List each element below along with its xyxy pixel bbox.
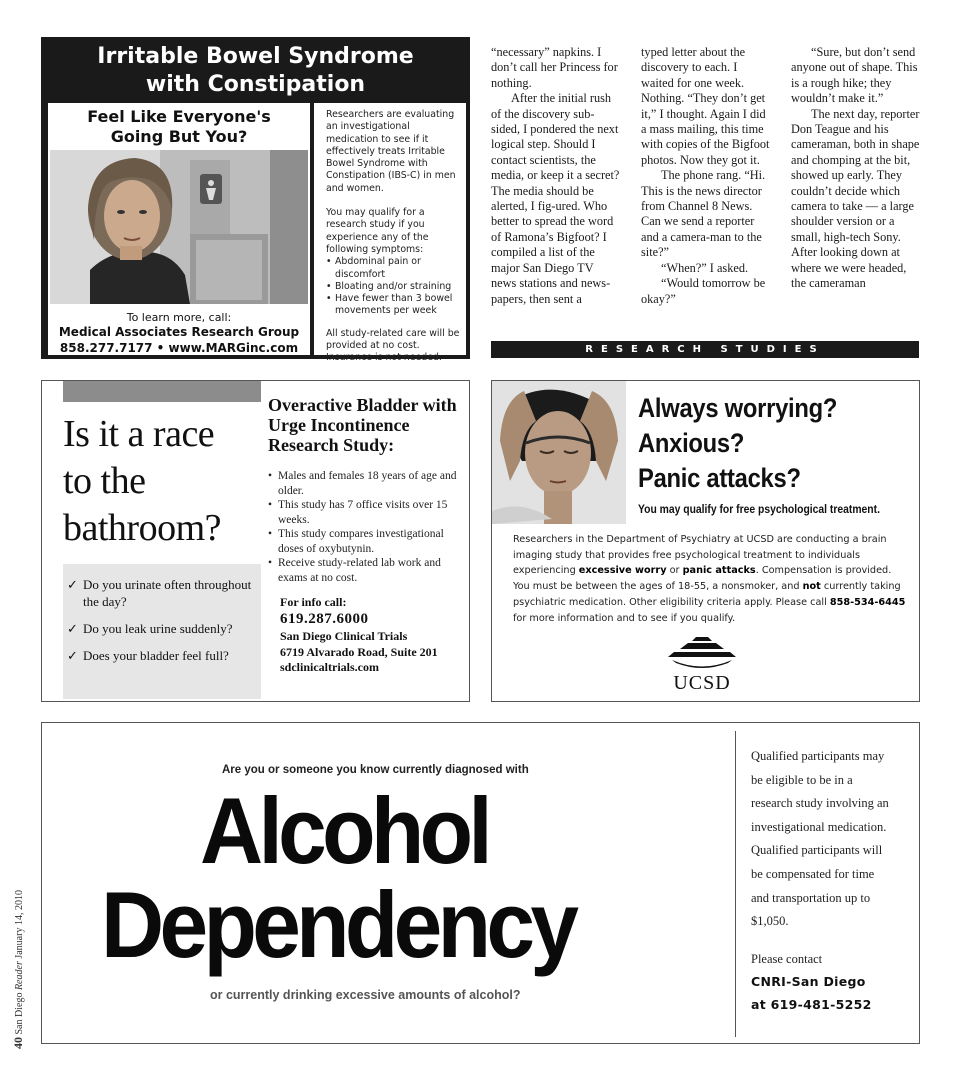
ibs-symptom: • Abdominal pain or discomfort <box>326 256 462 281</box>
checkmark-icon: ✓ <box>67 648 78 663</box>
question-box <box>63 564 261 699</box>
ucsd-logo-text: UCSD <box>673 672 731 694</box>
alcohol-detail-line: Qualified participants will <box>751 843 883 858</box>
alcohol-detail-line: Qualified participants may <box>751 749 885 763</box>
alcohol-headline-line2: Dependency <box>101 872 575 977</box>
ibs-symptom: • Bloating and/or straining <box>326 281 462 293</box>
article-paragraph: The phone rang. “Hi. This is the news director from Channel 8 News. Can we send a reporter and a camera-man to the site?” <box>641 168 766 260</box>
alcohol-detail-line: $1,050. <box>751 914 789 929</box>
bladder-ad <box>41 380 470 702</box>
race-line1: Is it a race <box>63 413 215 455</box>
bladder-bullet: • This study compares investigational doses of oxybutynin. <box>268 527 468 556</box>
gray-bar <box>63 381 261 402</box>
ibs-symptom-list <box>326 256 462 317</box>
anxiety-body-text: Researchers in the Department of Psychiatry at UCSD are conducting a brain imaging study that provides free psychological treatment to individuals experiencing <box>513 534 887 577</box>
anxiety-body-bold: excessive worry <box>578 565 667 577</box>
bladder-address: 6719 Alvarado Road, Suite 201 <box>280 644 438 659</box>
bladder-org: San Diego Clinical Trials <box>280 629 408 643</box>
bladder-bullet-list <box>268 469 468 585</box>
article-paragraph: After the initial rush of the discovery sub-sided, I pondered the next logical step. Should I contact scientists, the media, or keep it a secret? The media should be alerted, I fig-ured. Who better to spread the word of Ramona’s Bigfoot? I compiled a list of the major San Diego TV news stations and news-papers, then sent a <box>491 91 620 306</box>
woman-photo <box>50 150 308 304</box>
article-paragraph: “Sure, but don’t send anyone out of shape. This is a rough hike; they wouldn’t make it.” <box>791 45 918 106</box>
ibs-ad-title <box>43 43 468 99</box>
anxiety-headline <box>638 391 884 496</box>
ibs-qualify: You may qualify for a research study if you experience any of the following symptoms: <box>326 207 429 255</box>
page-folio <box>10 889 26 1049</box>
ibs-right-panel <box>314 103 466 364</box>
bladder-bullet: • Receive study-related lab work and exams at no cost. <box>268 556 468 585</box>
alcohol-question-top: Are you or someone you know currently diagnosed with <box>222 764 529 776</box>
alcohol-phone[interactable]: at 619-481-5252 <box>751 996 872 1012</box>
alcohol-detail-line: research study involving an <box>751 796 889 811</box>
question-text: Do you leak urine suddenly? <box>83 621 233 636</box>
question-text: Does your bladder feel full? <box>83 648 229 663</box>
alcohol-detail-line: investigational medication. <box>751 819 887 834</box>
anxiety-headline-line2: Anxious? <box>638 428 745 458</box>
checkmark-icon: ✓ <box>67 577 78 592</box>
ibs-headline-line1: Feel Like Everyone's <box>87 107 271 126</box>
bladder-bullet: • Males and females 18 years of age and older. <box>268 469 468 498</box>
article-paragraph: “When?” I asked. <box>661 260 749 275</box>
anxiety-body-text: currently taking psychiatric medication. Other eligibility criteria apply. Please call <box>513 581 901 608</box>
alcohol-ad <box>41 722 920 1044</box>
ibs-headline-line2: Going But You? <box>110 127 248 146</box>
alcohol-divider <box>735 731 736 1037</box>
ibs-org-name: Medical Associates Research Group <box>58 325 300 339</box>
ucsd-logo-icon <box>662 637 742 673</box>
race-line3: bathroom? <box>63 507 222 549</box>
publication-name: San Diego <box>14 990 25 1035</box>
anxiety-body-bold: panic attacks <box>682 565 756 577</box>
bladder-question <box>63 647 261 664</box>
anxiety-headline-line1: Always worrying? <box>638 393 838 423</box>
anxiety-phone[interactable]: 858-534-6445 <box>829 596 906 608</box>
alcohol-detail-line: be eligible to be in a <box>751 772 853 787</box>
bladder-phone[interactable]: 619.287.6000 <box>280 611 369 627</box>
article-column-3 <box>791 45 921 292</box>
worried-woman-photo <box>492 381 626 524</box>
bladder-question <box>63 576 261 610</box>
article-paragraph: typed letter about the discovery to each. I waited for one week. Nothing. “They don’t get it,” I thought. Again I did a mass mailing, this time with copies of the Bigfoot photos. Now they got it. <box>641 45 770 167</box>
anxiety-ad <box>491 380 920 702</box>
article-paragraph: The next day, reporter Don Teague and his cameraman, both in shape and chomping at the bit, showed up early. They couldn’t decide which camera to take — a large shoulder version or a small, high-tech Sony. After looking down at where we were headed, the cameraman <box>791 106 920 291</box>
ibs-symptom: • Have fewer than 3 bowel movements per week <box>326 293 462 318</box>
alcohol-headline-line1: Alcohol <box>200 778 488 883</box>
race-headline <box>63 411 263 552</box>
anxiety-body-bold: not <box>802 581 821 593</box>
ibs-contact[interactable]: 858.277.7177 • www.MARGinc.com <box>59 341 299 355</box>
ibs-intro: Researchers are evaluating an investigational medication to see if it effectively treats Irritable Bowel Syndrome with Constipation (IBS-C) in men and women. <box>326 109 456 194</box>
question-text: Do you urinate often throughout the day? <box>83 577 252 609</box>
alcohol-detail-line: be compensated for time <box>751 866 875 881</box>
race-line2: to the <box>63 460 146 502</box>
worried-woman-illustration <box>492 381 626 524</box>
alcohol-org: CNRI-San Diego <box>751 973 866 989</box>
ibs-left-panel <box>48 103 310 355</box>
publication-date: January 14, 2010 <box>14 890 25 962</box>
bladder-question <box>63 620 261 637</box>
bladder-website[interactable]: sdclinicaltrials.com <box>280 660 379 674</box>
article-paragraph: “necessary” napkins. I don’t call her Princess for nothing. <box>491 45 618 90</box>
info-label: For info call: <box>280 595 347 609</box>
alcohol-detail-line: and transportation up to <box>751 890 871 905</box>
anxiety-body <box>513 532 911 626</box>
article-column-1 <box>491 45 621 307</box>
alcohol-contact-label: Please contact <box>751 951 823 966</box>
learn-more-text: To learn more, call: <box>126 311 232 324</box>
anxiety-body-text: or <box>666 565 683 577</box>
ibs-title-line1: Irritable Bowel Syndrome <box>97 44 414 69</box>
checkmark-icon: ✓ <box>67 621 78 636</box>
anxiety-headline-line3: Panic attacks? <box>638 463 801 493</box>
ibs-ad <box>41 37 470 364</box>
ibs-headline <box>48 107 310 147</box>
ucsd-logo <box>662 637 742 693</box>
alcohol-details <box>751 745 916 1016</box>
ibs-title-line2: with Constipation <box>145 72 366 97</box>
bladder-study-title: Overactive Bladder with Urge Incontinence Research Study: <box>268 395 457 455</box>
page-number: 40 <box>11 1037 25 1049</box>
publication-name-italic: Reader <box>14 961 25 991</box>
woman-photo-illustration <box>50 150 308 304</box>
bladder-study-details <box>268 395 468 676</box>
article-column-2 <box>641 45 771 307</box>
anxiety-qualify: You may qualify for free psychological treatment. <box>638 504 880 516</box>
anxiety-body-text: . Compensation is provided. You must be between the ages of 18-55, a nonsmoker, and <box>513 565 892 593</box>
ibs-cost-note: All study-related care will be provided at no cost. Insurance is not needed. <box>326 327 460 364</box>
alcohol-question-bottom: or currently drinking excessive amounts of alcohol? <box>210 988 521 1002</box>
anxiety-body-text: for more information and to see if you qualify. <box>513 612 736 624</box>
article-paragraph: “Would tomorrow be okay?” <box>641 276 766 306</box>
bladder-bullet: • This study has 7 office visits over 15 weeks. <box>268 498 468 527</box>
research-studies-bar: RESEARCH STUDIES <box>491 341 919 358</box>
